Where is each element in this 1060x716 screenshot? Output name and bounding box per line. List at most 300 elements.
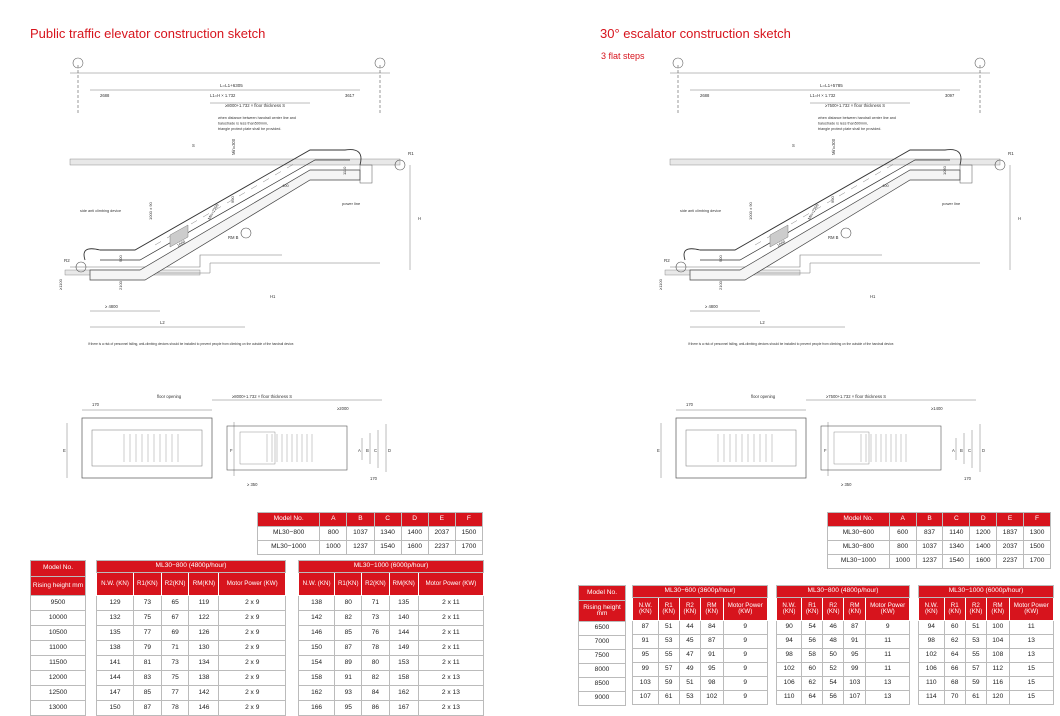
model-no-header: Model No. <box>579 586 626 601</box>
table-cell: 135 <box>389 596 418 611</box>
table-cell: 2 x 11 <box>418 596 483 611</box>
column-header-row <box>777 598 910 621</box>
r2-label: R2 <box>664 258 670 263</box>
table-cell: 49 <box>679 663 700 677</box>
left-title: Public traffic elevator construction sketch <box>30 26 266 41</box>
rising-height-cell: 9500 <box>31 596 86 611</box>
table-cell: 91 <box>633 635 659 649</box>
table-cell: 102 <box>777 663 802 677</box>
column-header: R1 (KN) <box>944 598 965 621</box>
table-cell: 87 <box>335 641 362 656</box>
table-cell: 79 <box>133 641 161 656</box>
table-cell: 142 <box>189 686 219 701</box>
step-line <box>251 186 257 190</box>
table-cell: 68 <box>944 677 965 691</box>
table-cell: 80 <box>362 656 389 671</box>
right-model-table <box>578 585 626 706</box>
span-formula: ≥8000+1.732 × floor thickness S <box>225 103 286 108</box>
table-cell: 132 <box>97 611 134 626</box>
table-row <box>828 555 1051 569</box>
left-elevation-drawing <box>60 55 430 355</box>
table-row <box>258 541 483 555</box>
table-cell: 138 <box>299 596 335 611</box>
a-label: A <box>952 448 955 453</box>
table-cell: 1500 <box>455 527 482 541</box>
table-cell: 2 x 9 <box>219 686 286 701</box>
table-cell: 57 <box>965 663 986 677</box>
table-row <box>97 626 286 641</box>
table-cell: 120 <box>987 691 1010 705</box>
upper-machine <box>960 165 972 183</box>
group-title: ML30−600 (3600p/hour) <box>633 586 768 598</box>
table-cell: 94 <box>919 621 945 635</box>
step-line <box>155 242 161 246</box>
table-cell: 56 <box>823 691 844 705</box>
dimension-header: B <box>916 513 943 527</box>
min-label: Min=300 <box>231 138 236 155</box>
table-cell: 135 <box>97 626 134 641</box>
h-label: H <box>418 216 422 221</box>
rising-height-cell: 8000 <box>579 664 626 678</box>
table-cell: 141 <box>97 656 134 671</box>
table-cell: 104 <box>987 635 1010 649</box>
table-cell: ML30−800 <box>828 541 890 555</box>
table-cell: 142 <box>299 611 335 626</box>
column-header: R2 (KN) <box>823 598 844 621</box>
plan-formula: ≥8000+1.732 × floor thickness S <box>232 394 293 399</box>
right-plan-drawing <box>656 388 996 496</box>
rising-height-cell: 12000 <box>31 671 86 686</box>
table-cell: 107 <box>844 691 866 705</box>
table-cell: 59 <box>658 677 679 691</box>
table-row <box>299 686 484 701</box>
table-cell: 71 <box>362 596 389 611</box>
table-row <box>919 621 1054 635</box>
top-right-dimension: 3617 <box>345 93 355 98</box>
dimension-header: E <box>997 513 1024 527</box>
column-header: R1 (KN) <box>658 598 679 621</box>
dim-1000-90: 1000 ± 90 <box>148 202 153 220</box>
dimension-header: B <box>347 513 374 527</box>
note-line: balustrade is less than500mm, <box>818 121 869 126</box>
escalator-outline-lower <box>92 430 202 466</box>
table-cell: ML30−600 <box>828 527 890 541</box>
group-title-row <box>919 586 1054 598</box>
dim-1100: ≥1100 <box>658 279 663 290</box>
table-cell: 80 <box>335 596 362 611</box>
table-cell: 11 <box>866 663 910 677</box>
group-title: ML30−1000 (6000p/hour) <box>299 561 484 573</box>
table-cell: 76 <box>362 626 389 641</box>
table-cell: 13 <box>1009 649 1053 663</box>
dimension-header: C <box>374 513 401 527</box>
left-group2-table <box>298 560 484 716</box>
rising-height-cell: 7500 <box>579 650 626 664</box>
table-cell: 99 <box>633 663 659 677</box>
table-cell: 58 <box>802 649 823 663</box>
table-cell: 162 <box>299 686 335 701</box>
table-row <box>97 671 286 686</box>
right-dimension-table <box>827 512 1051 569</box>
dim-1000-90: 1000 ± 90 <box>748 202 753 220</box>
dim-900a: 900 <box>830 196 835 203</box>
table-row <box>31 671 86 686</box>
floor-opening-outline <box>82 418 212 478</box>
table-cell: 86 <box>362 701 389 716</box>
table-cell: 45 <box>679 635 700 649</box>
h1-label: H1 <box>270 294 276 299</box>
table-cell: 144 <box>97 671 134 686</box>
table-cell: 11 <box>866 635 910 649</box>
table-cell: 158 <box>299 671 335 686</box>
table-cell: 2 x 9 <box>219 701 286 716</box>
column-header: Motor Power (KW) <box>866 598 910 621</box>
l2-label: L2 <box>160 320 165 325</box>
table-cell: 1700 <box>1024 555 1051 569</box>
table-cell: 1400 <box>970 541 997 555</box>
table-cell: 2037 <box>997 541 1024 555</box>
d-label: D <box>982 448 986 453</box>
table-cell: 1037 <box>916 541 943 555</box>
step-line <box>875 172 881 176</box>
table-cell: 114 <box>919 691 945 705</box>
right-group2-table <box>776 585 910 705</box>
side-device-label: side anti climbing device <box>80 209 122 213</box>
table-cell: 2 x 9 <box>219 641 286 656</box>
dim-min2300: Min=2300 <box>806 202 820 221</box>
table-cell: 64 <box>944 649 965 663</box>
table-cell: 119 <box>189 596 219 611</box>
table-row <box>633 677 768 691</box>
b-label: B <box>366 448 369 453</box>
dim-170-top: 170 <box>686 402 693 407</box>
power-line-label: power line <box>342 201 361 206</box>
table-cell: 91 <box>335 671 362 686</box>
table-cell: ML30−1000 <box>828 555 890 569</box>
column-header: N.W. (KN) <box>299 573 335 596</box>
table-cell: 146 <box>189 701 219 716</box>
dim-400: 400 <box>882 183 889 188</box>
dimension-header: Model No. <box>828 513 890 527</box>
table-cell: 60 <box>944 621 965 635</box>
table-cell: 1237 <box>347 541 374 555</box>
table-row <box>579 664 626 678</box>
r2-label: R2 <box>64 258 70 263</box>
dimension-header: F <box>455 513 482 527</box>
table-row <box>919 635 1054 649</box>
table-cell: 53 <box>679 691 700 705</box>
table-cell: 73 <box>133 596 161 611</box>
dim-2100: 2100 <box>718 281 723 290</box>
span-formula: ≥7500+1.732 × floor thickness S <box>825 103 886 108</box>
table-cell: 140 <box>389 611 418 626</box>
right-group3-table <box>918 585 1054 705</box>
table-cell: 82 <box>362 671 389 686</box>
note-line: balustrade is less than500mm, <box>218 121 269 126</box>
table-row <box>777 677 910 691</box>
group-title: ML30−800 (4800p/hour) <box>97 561 286 573</box>
plan-formula: ≥7500+1.732 × floor thickness S <box>826 394 887 399</box>
b-label: B <box>960 448 963 453</box>
dim-2000: ≥1400 <box>931 406 943 411</box>
table-cell: 9 <box>723 691 767 705</box>
table-cell: 95 <box>335 701 362 716</box>
table-cell: 75 <box>161 671 189 686</box>
rising-height-cell: 11000 <box>31 641 86 656</box>
table-cell: 167 <box>389 701 418 716</box>
table-cell: 1700 <box>455 541 482 555</box>
table-cell: 144 <box>389 626 418 641</box>
right-elevation-drawing <box>660 55 1030 355</box>
dimension-header: Model No. <box>258 513 320 527</box>
table-cell: 87 <box>701 635 724 649</box>
note-line: when distance between handrail center line and <box>218 116 296 120</box>
table-cell: 100 <box>987 621 1010 635</box>
table-cell: 147 <box>97 686 134 701</box>
column-header: RM(KN) <box>189 573 219 596</box>
floor-opening-label: floor opening <box>751 394 776 399</box>
column-header: Motor Power (KW) <box>418 573 483 596</box>
dim-2000: ≥2000 <box>337 406 349 411</box>
table-cell: 600 <box>889 527 916 541</box>
f-label: F <box>824 448 827 453</box>
table-cell: 53 <box>965 635 986 649</box>
footnote: If there is a risk of personnel falling, anti-climbing devices should be installed to prevent people from climbing on the outside of the handrail device. <box>88 342 295 346</box>
table-cell: 1340 <box>374 527 401 541</box>
table-cell: 57 <box>658 663 679 677</box>
table-row <box>299 671 484 686</box>
s-label: S <box>192 143 195 148</box>
table-cell: 46 <box>823 621 844 635</box>
table-cell: 61 <box>658 691 679 705</box>
table-cell: 166 <box>299 701 335 716</box>
column-header: R1(KN) <box>335 573 362 596</box>
table-row <box>919 691 1054 705</box>
l1-formula: L1=H × 1.732 <box>810 93 836 98</box>
table-cell: 50 <box>823 649 844 663</box>
upper-landing <box>834 432 869 464</box>
table-cell: 1000 <box>320 541 347 555</box>
table-cell: 106 <box>919 663 945 677</box>
table-cell: 153 <box>389 656 418 671</box>
table-row <box>919 649 1054 663</box>
table-cell: 15 <box>1009 677 1053 691</box>
column-header: RM (KN) <box>844 598 866 621</box>
table-cell: 150 <box>299 641 335 656</box>
table-cell: 11 <box>866 649 910 663</box>
table-cell: 77 <box>161 686 189 701</box>
table-row <box>31 626 86 641</box>
group-title-row <box>633 586 768 598</box>
table-cell: 60 <box>802 663 823 677</box>
table-cell: 9 <box>866 621 910 635</box>
table-cell: 102 <box>919 649 945 663</box>
dimension-header: C <box>943 513 970 527</box>
dim-min2300: Min=2300 <box>206 202 220 221</box>
table-row <box>97 596 286 611</box>
escalator-truss <box>90 170 360 280</box>
table-cell: 55 <box>658 649 679 663</box>
dim-900a: 900 <box>230 196 235 203</box>
rising-height-cell: 10000 <box>31 611 86 626</box>
c-label: C <box>968 448 972 453</box>
table-cell: 53 <box>658 635 679 649</box>
table-cell: 61 <box>965 691 986 705</box>
r1-label: R1 <box>408 151 414 156</box>
table-cell: 837 <box>916 527 943 541</box>
side-device-label: side anti climbing device <box>680 209 722 213</box>
dimension-header: A <box>889 513 916 527</box>
note-line: triangle protect plate shall be provided. <box>218 127 282 131</box>
table-row <box>579 622 626 636</box>
table-row <box>97 611 286 626</box>
table-row <box>828 527 1051 541</box>
rm-label: RM B <box>828 235 839 240</box>
table-row <box>31 596 86 611</box>
table-cell: 52 <box>823 663 844 677</box>
table-cell: 13 <box>866 691 910 705</box>
table-row <box>579 650 626 664</box>
table-cell: 2 x 11 <box>418 641 483 656</box>
dim-170-bot: 170 <box>964 476 971 481</box>
table-cell: 66 <box>944 663 965 677</box>
top-right-dimension: 3097 <box>945 93 955 98</box>
l1-formula: L1=H × 1.732 <box>210 93 236 98</box>
handrail <box>84 150 361 260</box>
table-cell: 95 <box>701 663 724 677</box>
column-header: R2(KN) <box>161 573 189 596</box>
footnote: If there is a risk of personnel falling, anti-climbing devices should be installed to prevent people from climbing on the outside of the handrail device. <box>688 342 895 346</box>
dimension-header: D <box>401 513 428 527</box>
table-cell: 83 <box>133 671 161 686</box>
table-row <box>299 611 484 626</box>
table-cell: 1600 <box>970 555 997 569</box>
right-subtitle: 3 flat steps <box>601 51 645 61</box>
table-cell: 51 <box>965 621 986 635</box>
table-cell: 70 <box>944 691 965 705</box>
table-cell: 9 <box>723 635 767 649</box>
table-cell: 64 <box>802 691 823 705</box>
table-cell: 2 x 13 <box>418 701 483 716</box>
rising-height-header: Rising height mm <box>579 601 626 622</box>
step-line <box>851 186 857 190</box>
rm-label: RM B <box>228 235 239 240</box>
table-cell: 1500 <box>1024 541 1051 555</box>
table-cell: 1000 <box>889 555 916 569</box>
table-cell: 84 <box>362 686 389 701</box>
table-cell: 85 <box>133 686 161 701</box>
upper-floor-slab <box>670 159 1000 165</box>
table-cell: 112 <box>987 663 1010 677</box>
dim-2100: 2100 <box>118 281 123 290</box>
s-label: S <box>792 143 795 148</box>
c-label: C <box>374 448 378 453</box>
column-header: Motor Power (KW) <box>723 598 767 621</box>
top-left-dimension: 2688 <box>100 93 110 98</box>
table-cell: 108 <box>987 649 1010 663</box>
table-cell: 1540 <box>943 555 970 569</box>
h-label: H <box>1018 216 1022 221</box>
group-title: ML30−800 (4800p/hour) <box>777 586 910 598</box>
table-cell: 75 <box>133 611 161 626</box>
dim-4800: ≥ 4800 <box>105 304 118 309</box>
table-cell: 2 x 11 <box>418 626 483 641</box>
column-header-row <box>633 598 768 621</box>
table-cell: 1540 <box>374 541 401 555</box>
rising-height-cell: 13000 <box>31 701 86 716</box>
column-header: Motor Power (KW) <box>219 573 286 596</box>
table-row <box>633 635 768 649</box>
group-title-row <box>97 561 286 573</box>
dimension-header: D <box>970 513 997 527</box>
table-row <box>31 686 86 701</box>
table-cell: 110 <box>777 691 802 705</box>
left-model-table <box>30 560 86 716</box>
table-cell: 54 <box>802 621 823 635</box>
column-header: N.W. (KN) <box>97 573 134 596</box>
table-cell: 1837 <box>997 527 1024 541</box>
table-cell: 1200 <box>970 527 997 541</box>
group-title-row <box>777 586 910 598</box>
table-cell: 99 <box>844 663 866 677</box>
table-cell: 9 <box>723 677 767 691</box>
dim-170-bot: 170 <box>370 476 377 481</box>
table-cell: 55 <box>965 649 986 663</box>
table-cell: 138 <box>189 671 219 686</box>
dimension-header: A <box>320 513 347 527</box>
column-header: N.W. (KN) <box>919 598 945 621</box>
table-cell: 106 <box>777 677 802 691</box>
table-row <box>777 621 910 635</box>
table-row <box>97 701 286 716</box>
table-cell: 95 <box>633 649 659 663</box>
table-row <box>299 656 484 671</box>
total-length-label: L=L1+6305 <box>220 83 243 88</box>
dim-1100: ≥1100 <box>58 279 63 290</box>
table-cell: 122 <box>189 611 219 626</box>
table-row <box>828 541 1051 555</box>
table-cell: 9 <box>723 621 767 635</box>
column-header: R2(KN) <box>362 573 389 596</box>
table-cell: 59 <box>965 677 986 691</box>
e-label: E <box>657 448 660 453</box>
table-row <box>633 649 768 663</box>
table-cell: 15 <box>1009 691 1053 705</box>
table-cell: 2037 <box>428 527 455 541</box>
column-header: R2 (KN) <box>965 598 986 621</box>
table-cell: 1300 <box>1024 527 1051 541</box>
dimension-header: E <box>428 513 455 527</box>
table-cell: 78 <box>161 701 189 716</box>
model-no-header: Model No. <box>31 561 86 577</box>
table-row <box>633 663 768 677</box>
a-label: A <box>358 448 361 453</box>
table-cell: 2 x 13 <box>418 686 483 701</box>
table-cell: 2 x 9 <box>219 596 286 611</box>
column-header: RM(KN) <box>389 573 418 596</box>
table-row <box>31 611 86 626</box>
table-cell: 129 <box>97 596 134 611</box>
h1-label: H1 <box>870 294 876 299</box>
table-row <box>919 663 1054 677</box>
dimension-table-header <box>828 513 1051 527</box>
dimension-header: F <box>1024 513 1051 527</box>
table-cell: 51 <box>658 621 679 635</box>
table-cell: 15 <box>1009 663 1053 677</box>
table-cell: 56 <box>802 635 823 649</box>
table-cell: 73 <box>161 656 189 671</box>
table-row <box>579 692 626 706</box>
